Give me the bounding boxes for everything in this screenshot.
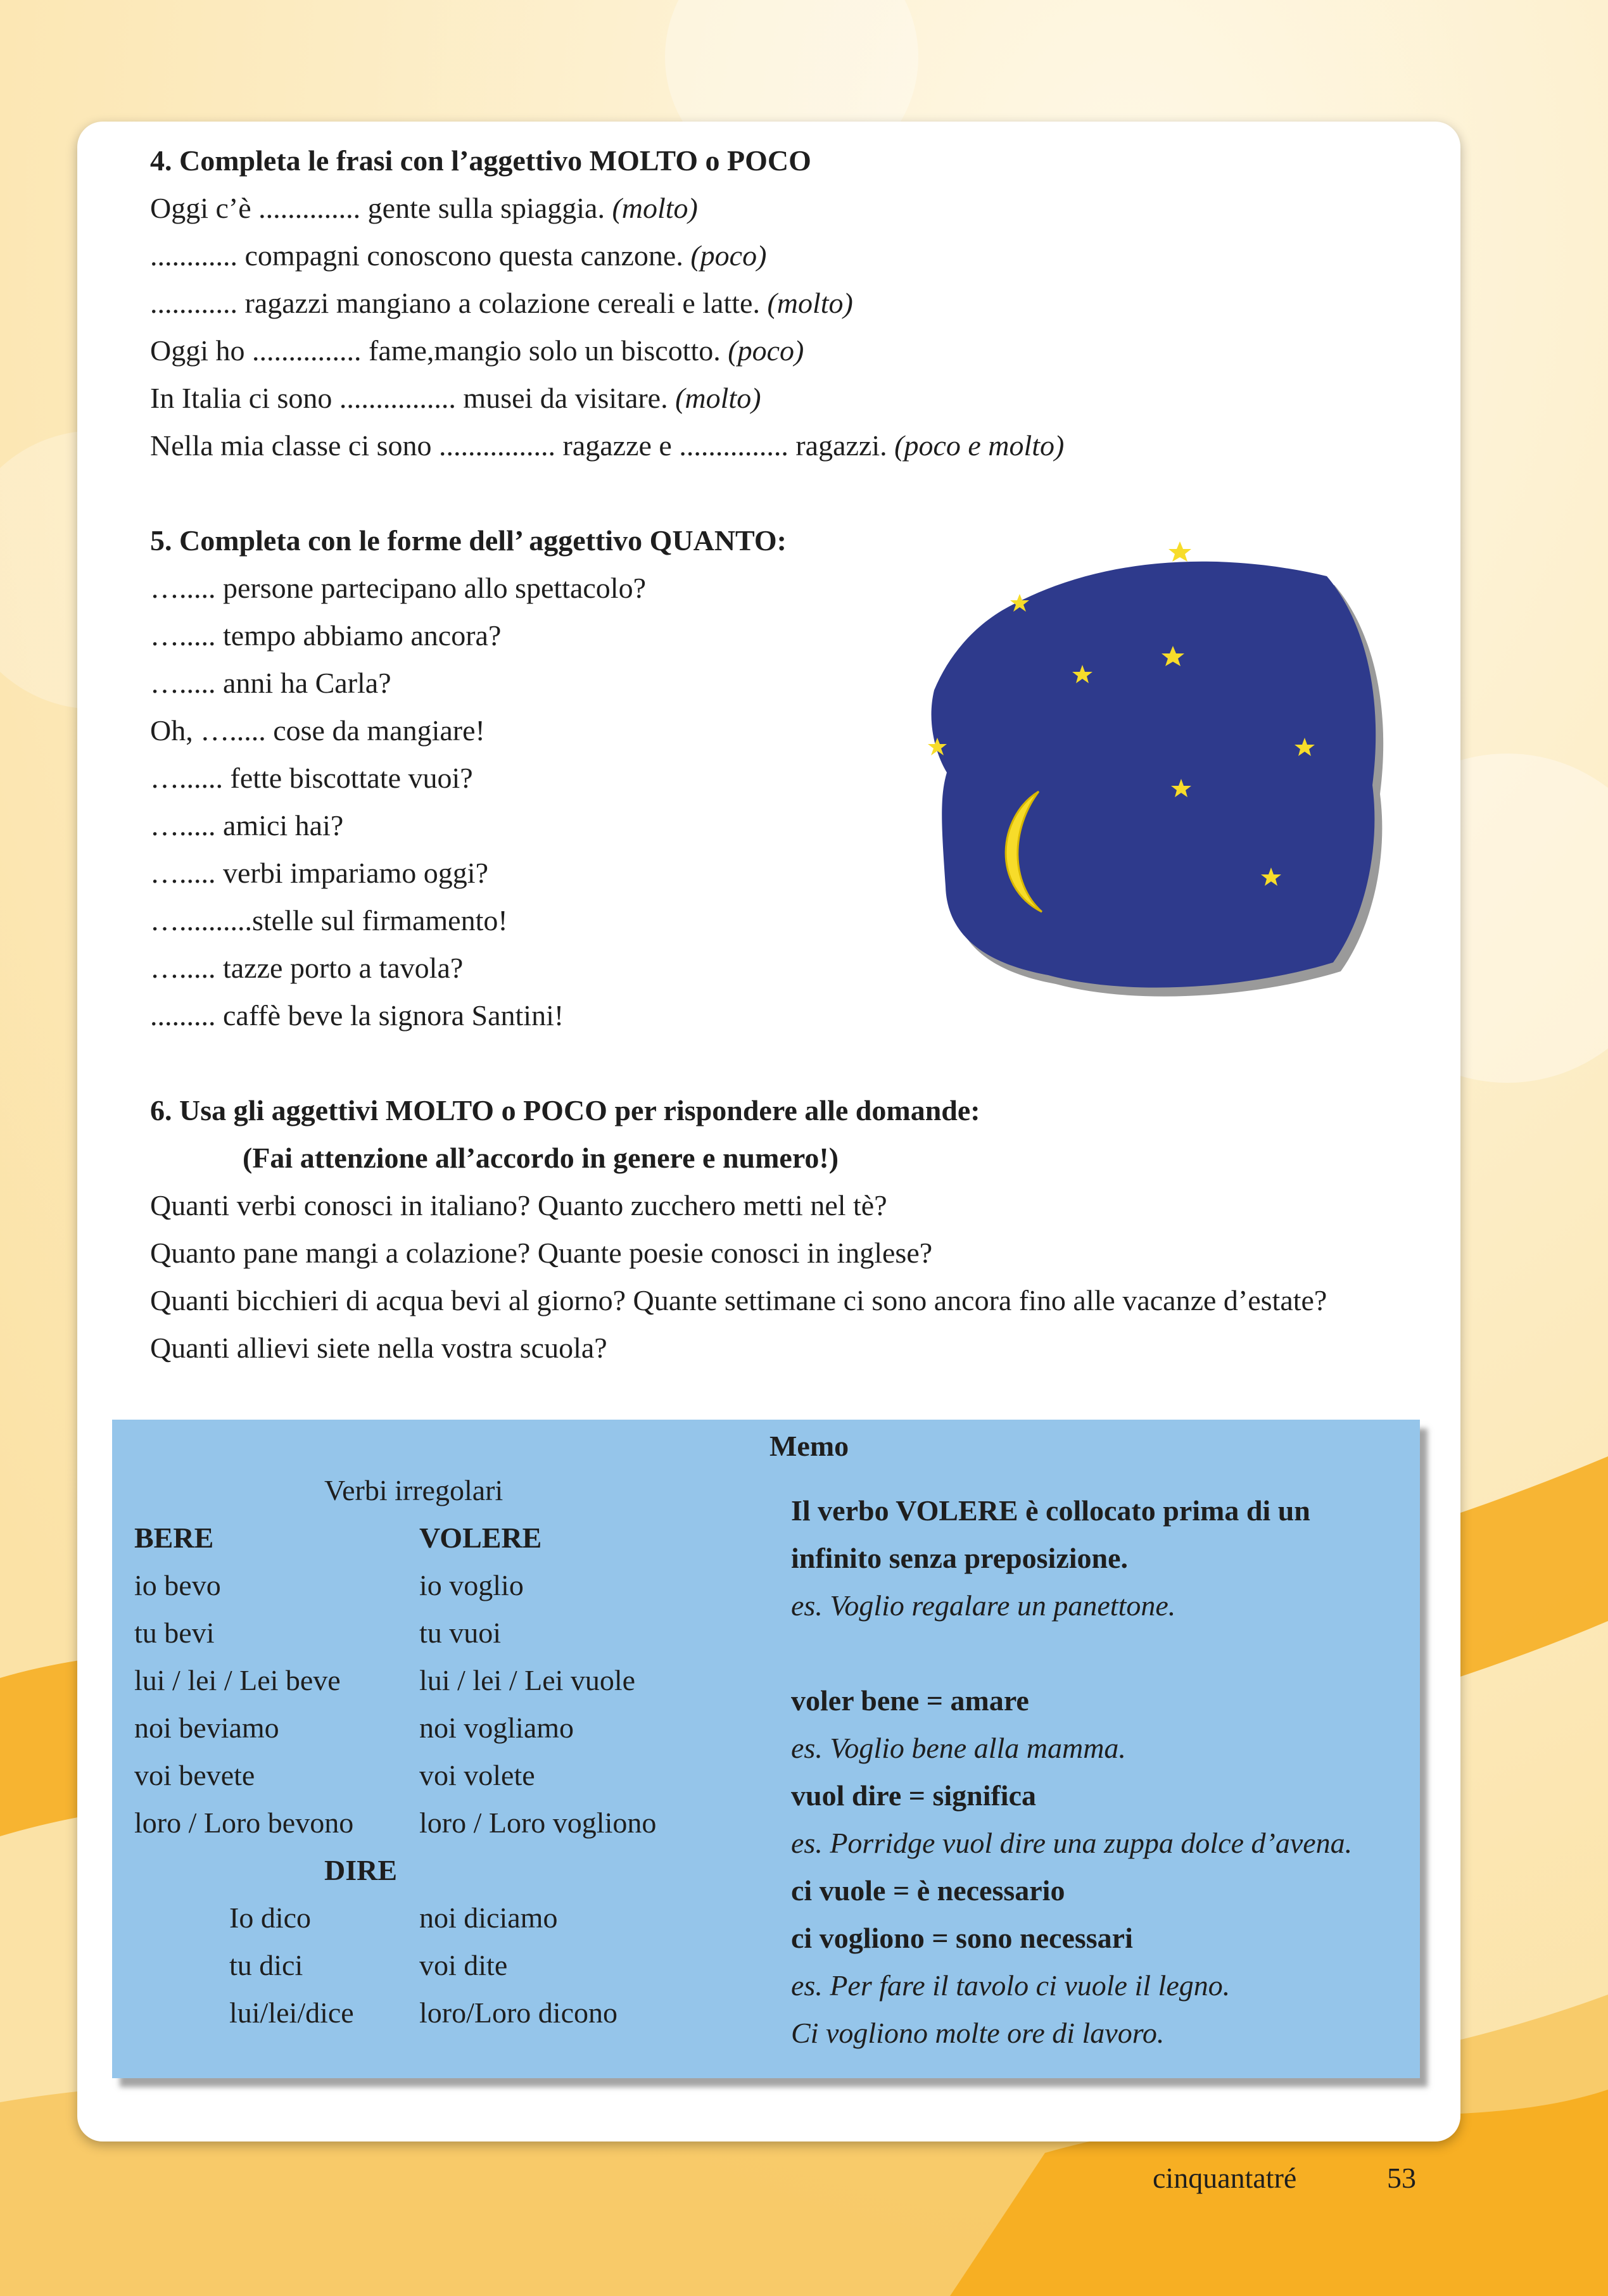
bere-form: voi bevete	[134, 1759, 255, 1791]
memo-rule: voler bene = amare	[791, 1684, 1029, 1717]
exercise-5-line: …..... tempo abbiamo ancora?	[150, 619, 502, 652]
exercise-6-subtitle: (Fai attenzione all’accordo in genere e numero!)	[243, 1142, 839, 1174]
memo-rule: infinito senza preposizione.	[791, 1542, 1129, 1574]
memo-example: es. Per fare il tavolo ci vuole il legno.	[791, 1969, 1231, 2002]
memo-title: Memo	[769, 1430, 849, 1462]
volere-form: lui / lei / Lei vuole	[419, 1664, 636, 1696]
bere-form: lui / lei / Lei beve	[134, 1664, 341, 1696]
exercise-4-line: Oggi c’è .............. gente sulla spiaggia. (molto)	[150, 192, 698, 224]
memo-rule: ci vogliono = sono necessari	[791, 1922, 1133, 1954]
memo-rule: vuol dire = significa	[791, 1779, 1037, 1812]
verbs-title: Verbi irregolari	[324, 1474, 503, 1506]
memo-example: Ci vogliono molte ore di lavoro.	[791, 2017, 1165, 2049]
exercise-5-line: …..... verbi impariamo oggi?	[150, 857, 488, 889]
volere-heading: VOLERE	[419, 1522, 542, 1554]
exercise-5-line: …..... tazze porto a tavola?	[150, 952, 464, 984]
volere-form: voi volete	[419, 1759, 535, 1791]
exercise-5-line: …..........stelle sul firmamento!	[150, 904, 508, 937]
exercise-4-line: ............ ragazzi mangiano a colazione cereali e latte. (molto)	[150, 287, 853, 319]
volere-form: noi vogliamo	[419, 1712, 574, 1744]
bere-form: tu bevi	[134, 1617, 215, 1649]
dire-heading: DIRE	[324, 1854, 398, 1886]
exercise-5-line: …..... persone partecipano allo spettacolo?	[150, 572, 646, 604]
exercise-6-line: Quanti verbi conosci in italiano? Quanto zucchero metti nel tè?	[150, 1189, 887, 1221]
exercise-4-line: ............ compagni conoscono questa canzone. (poco)	[150, 239, 767, 272]
bere-form: noi beviamo	[134, 1712, 279, 1744]
exercise-5-line: …...... fette biscottate vuoi?	[150, 762, 473, 794]
exercise-4-line: In Italia ci sono ................ musei da visitare. (molto)	[150, 382, 761, 414]
page-word: cinquantatré	[1153, 2162, 1297, 2194]
exercise-5-line: ......... caffè beve la signora Santini!	[150, 999, 564, 1031]
exercise-4-line: Nella mia classe ci sono ................ ragazze e ............... ragazzi. (poco e molto)	[150, 429, 1065, 462]
bere-heading: BERE	[134, 1522, 214, 1554]
dire-form: noi diciamo	[419, 1902, 558, 1934]
exercise-6-title: 6. Usa gli aggettivi MOLTO o POCO per rispondere alle domande:	[150, 1094, 980, 1126]
volere-form: tu vuoi	[419, 1617, 502, 1649]
memo-rule: ci vuole = è necessario	[791, 1874, 1065, 1907]
dire-form: lui/lei/dice	[229, 1996, 354, 2029]
bere-form: loro / Loro bevono	[134, 1807, 354, 1839]
exercise-6-line: Quanti bicchieri di acqua bevi al giorno? Quante settimane ci sono ancora fino alle vacanze d’estate?	[150, 1284, 1327, 1316]
night-sky-illustration	[921, 532, 1390, 1000]
bere-form: io bevo	[134, 1569, 221, 1601]
exercise-5-line: …..... amici hai?	[150, 809, 344, 842]
dire-form: voi dite	[419, 1949, 508, 1981]
memo-example: es. Voglio regalare un panettone.	[791, 1589, 1176, 1622]
volere-form: loro / Loro vogliono	[419, 1807, 657, 1839]
exercise-5-line: Oh, …..... cose da mangiare!	[150, 714, 485, 747]
memo-example: es. Voglio bene alla mamma.	[791, 1732, 1126, 1764]
dire-form: Io dico	[229, 1902, 312, 1934]
memo-rule: Il verbo VOLERE è collocato prima di un	[791, 1494, 1310, 1527]
memo-example: es. Porridge vuol dire una zuppa dolce d’avena.	[791, 1827, 1353, 1859]
exercise-4-line: Oggi ho ............... fame,mangio solo un biscotto. (poco)	[150, 334, 804, 367]
exercise-6-line: Quanto pane mangi a colazione? Quante poesie conosci in inglese?	[150, 1237, 933, 1269]
exercise-4-title: 4. Completa le frasi con l’aggettivo MOLTO o POCO	[150, 144, 811, 177]
volere-form: io voglio	[419, 1569, 524, 1601]
exercise-5-line: …..... anni ha Carla?	[150, 667, 391, 699]
exercise-5-title: 5. Completa con le forme dell’ aggettivo QUANTO:	[150, 524, 787, 557]
exercise-6-line: Quanti allievi siete nella vostra scuola?	[150, 1332, 607, 1364]
page-number: 53	[1387, 2162, 1416, 2194]
dire-form: loro/Loro dicono	[419, 1996, 617, 2029]
dire-form: tu dici	[229, 1949, 303, 1981]
